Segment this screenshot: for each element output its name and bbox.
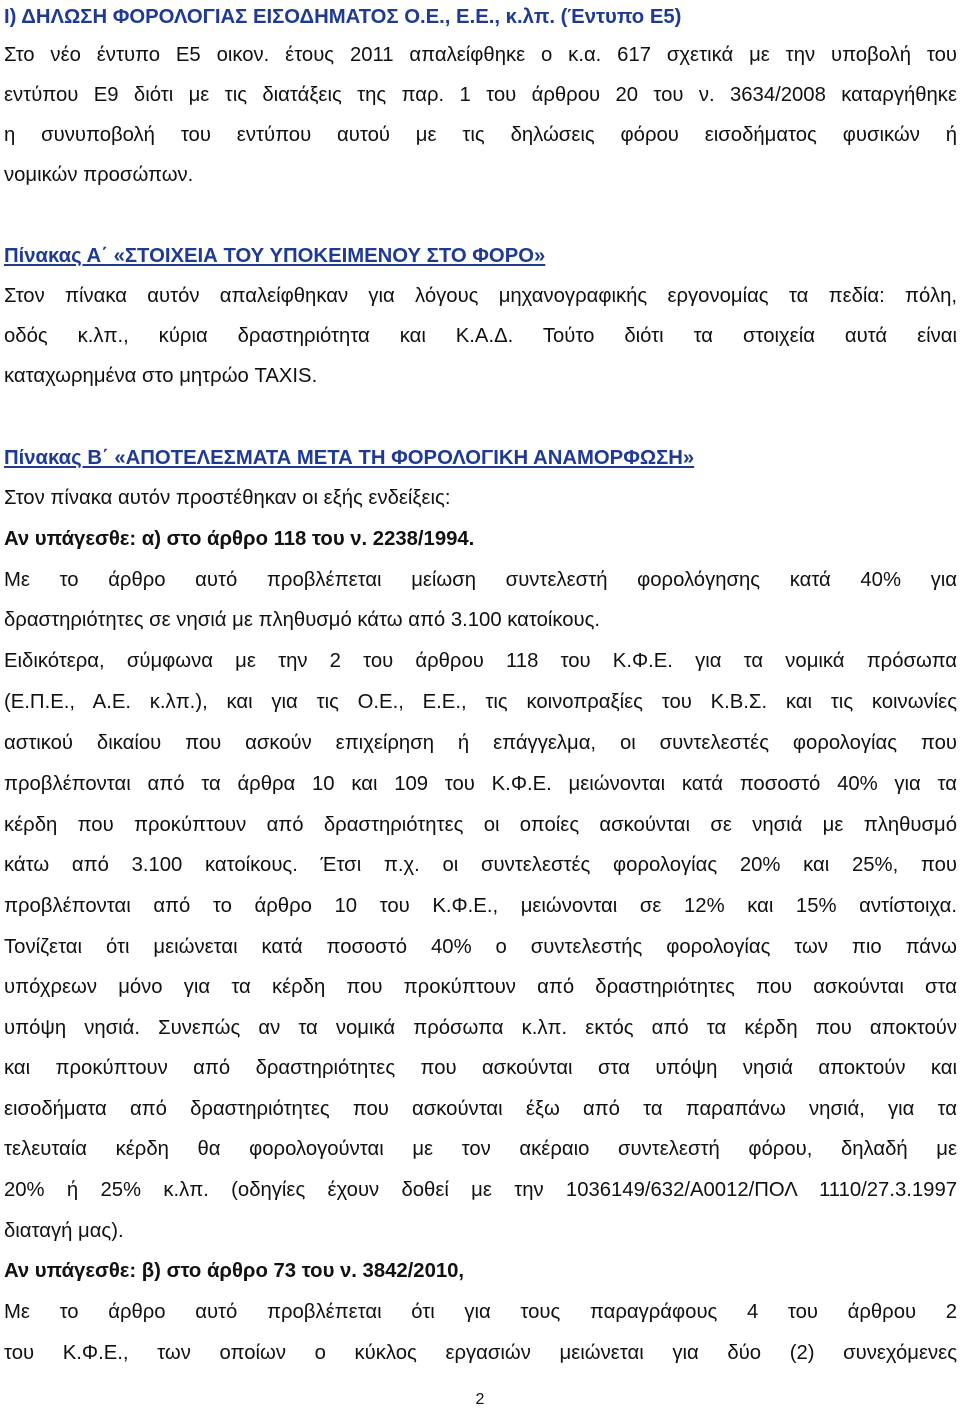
sub-a-line-17: διαταγή μας).	[4, 1220, 124, 1242]
sub-a-line-9: προβλέπονται από το άρθρο 10 του Κ.Φ.Ε., μειώνονται σε 12% και 15% αντίστοιχα.	[4, 895, 957, 917]
intro-line-4: νομικών προσώπων.	[4, 164, 194, 186]
sub-b-line-1: Με το άρθρο αυτό προβλέπεται ότι για τους παραγράφους 4 του άρθρου 2	[4, 1301, 957, 1323]
table-a-heading: Πίνακας Α΄ «ΣΤΟΙΧΕΙΑ ΤΟΥ ΥΠΟΚΕΙΜΕΝΟΥ ΣΤΟ ΦΟΡΟ»	[4, 245, 546, 267]
sub-a-line-4: (Ε.Π.Ε., Α.Ε. κ.λπ.), και για τις Ο.Ε., Ε.Ε., τις κοινοπραξίες του Κ.Β.Σ. και τις κοινωνίες	[4, 691, 957, 713]
sub-a-line-6: προβλέπονται από τα άρθρα 10 και 109 του Κ.Φ.Ε. μειώνονται κατά ποσοστό 40% για τα	[4, 773, 957, 795]
intro-line-2: εντύπου Ε9 διότι με τις διατάξεις της παρ. 1 του άρθρου 20 του ν. 3634/2008 καταργήθηκε	[4, 84, 957, 106]
sub-a-line-7: κέρδη που προκύπτουν από δραστηριότητες οι οποίες ασκούνται σε νησιά με πληθυσμό	[4, 814, 957, 836]
table-b-added-line: Στον πίνακα αυτόν προστέθηκαν οι εξής ενδείξεις:	[4, 487, 451, 509]
sub-a-line-11: υπόχρεων μόνο για τα κέρδη που προκύπτουν από δραστηριότητες που ασκούνται στα	[4, 976, 957, 998]
sub-a-line-2: δραστηριότητες σε νησιά με πληθυσμό κάτω από 3.100 κατοίκους.	[4, 609, 601, 631]
table-a-line-2: οδός κ.λπ., κύρια δραστηριότητα και Κ.Α.Δ. Τούτο διότι τα στοιχεία αυτά είναι	[4, 325, 957, 347]
sub-b-heading: Αν υπάγεσθε: β) στο άρθρο 73 του ν. 3842/2010,	[4, 1260, 465, 1282]
section-title: Ι) ΔΗΛΩΣΗ ΦΟΡΟΛΟΓΙΑΣ ΕΙΣΟΔΗΜΑΤΟΣ Ο.Ε., Ε.Ε., κ.λπ. (Έντυπο Ε5)	[4, 6, 682, 28]
sub-a-line-14: εισοδήματα από δραστηριότητες που ασκούνται έξω από τα παραπάνω νησιά, για τα	[4, 1098, 957, 1120]
sub-a-line-5: αστικού δικαίου που ασκούν επιχείρηση ή επάγγελμα, οι συντελεστές φορολογίας που	[4, 732, 957, 754]
sub-a-line-12: υπόψη νησιά. Συνεπώς αν τα νομικά πρόσωπα κ.λπ. εκτός από τα κέρδη που αποκτούν	[4, 1017, 957, 1039]
intro-line-3: η συνυποβολή του εντύπου αυτού με τις δηλώσεις φόρου εισοδήματος φυσικών ή	[4, 124, 957, 146]
table-a-line-1: Στον πίνακα αυτόν απαλείφθηκαν για λόγους μηχανογραφικής εργονομίας τα πεδία: πόλη,	[4, 285, 957, 307]
sub-b-line-2: του Κ.Φ.Ε., των οποίων ο κύκλος εργασιών μειώνεται για δύο (2) συνεχόμενες	[4, 1342, 957, 1364]
sub-a-heading: Αν υπάγεσθε: α) στο άρθρο 118 του ν. 2238/1994.	[4, 528, 475, 550]
intro-line-1: Στο νέο έντυπο Ε5 οικον. έτους 2011 απαλείφθηκε ο κ.α. 617 σχετικά με την υποβολή του	[4, 44, 957, 66]
page-number: 2	[475, 1391, 485, 1408]
sub-a-line-10: Τονίζεται ότι μειώνεται κατά ποσοστό 40% ο συντελεστής φορολογίας των πιο πάνω	[4, 936, 957, 958]
sub-a-line-1: Με το άρθρο αυτό προβλέπεται μείωση συντελεστή φορολόγησης κατά 40% για	[4, 569, 957, 591]
sub-a-line-16: 20% ή 25% κ.λπ. (οδηγίες έχουν δοθεί με την 1036149/632/Α0012/ΠΟΛ 1110/27.3.1997	[4, 1179, 957, 1201]
sub-a-line-3: Ειδικότερα, σύμφωνα με την 2 του άρθρου 118 του Κ.Φ.Ε. για τα νομικά πρόσωπα	[4, 650, 957, 672]
table-a-line-3: καταχωρημένα στο μητρώο TAXIS.	[4, 365, 318, 387]
sub-a-line-13: και προκύπτουν από δραστηριότητες που ασκούνται στα υπόψη νησιά αποκτούν και	[4, 1057, 957, 1079]
sub-a-line-15: τελευταία κέρδη θα φορολογούνται με τον ακέραιο συντελεστή φόρου, δηλαδή με	[4, 1138, 957, 1160]
table-b-heading: Πίνακας Β΄ «ΑΠΟΤΕΛΕΣΜΑΤΑ ΜΕΤΑ ΤΗ ΦΟΡΟΛΟΓΙΚΗ ΑΝΑΜΟΡΦΩΣΗ»	[4, 447, 695, 469]
sub-a-line-8: κάτω από 3.100 κατοίκους. Έτσι π.χ. οι συντελεστές φορολογίας 20% και 25%, που	[4, 854, 957, 876]
